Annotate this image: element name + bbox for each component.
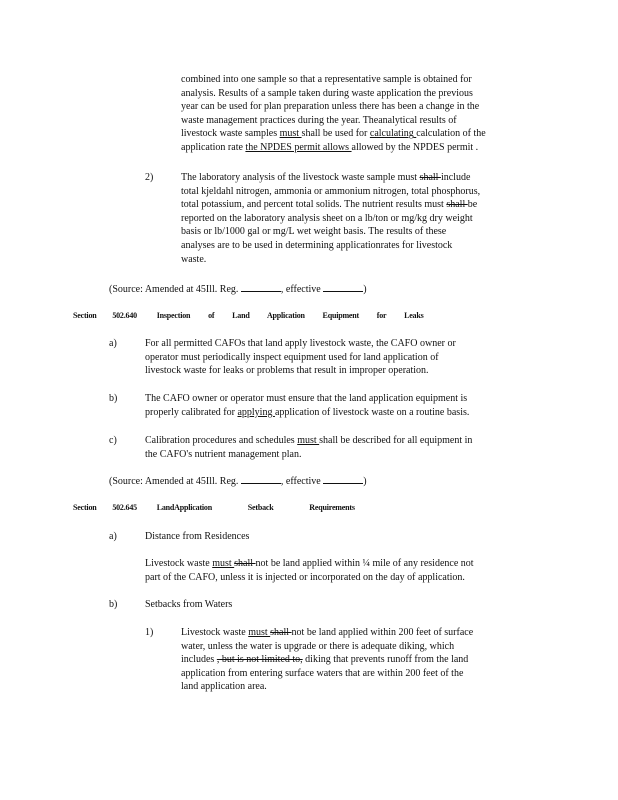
continued-paragraph [181,73,539,155]
item-2-paragraph: The laboratory analysis of the livestock waste sample must shall include total kjeldahl nitrogen, ammonia or ammonium nitrogen, total phosphorus, total potassium, and percent total solids. The nutrient results must shall be reported on the laboratory analysis sheet on a lb/ton or mg/kg dry weight basis or lb/1000 gal or mg/L wet weight basis. The results of these analyses are to be used in determining applicationrates for livestock waste. [181,172,481,265]
section-heading: Section 502.640 Inspection of Land Application Equipment for Leaks [73,311,424,320]
sec640-c-paragraph: Calibration procedures and schedules must shall be described for all equipment in the CAFO's nutrient management plan. [145,435,473,460]
text-line: application rate the NPDES permit allows allowed by the NPDES permit . [181,141,479,153]
deleted-text: shall [234,558,256,569]
inserted-text: must [212,558,235,569]
deleted-text: shall [446,199,468,211]
item-label: a) [109,338,117,349]
item-label: b) [109,599,118,610]
deleted-text: shall [419,172,441,183]
inserted-text: must [248,627,271,638]
subsection-heading: Setbacks from Waters [145,599,233,610]
inserted-text: calculating [369,128,417,140]
text-line: livestock waste samples must shall be used for calculating calculation of the [181,128,486,140]
inserted-text: the NPDES permit allows [245,141,352,153]
source-note: (Source: Amended at 45Ill. Reg. , effective ) [109,284,367,295]
sec640-b-paragraph: The CAFO owner or operator must ensure that the land application equipment is properly calibrated for applying application of livestock waste on a routine basis. [145,393,470,418]
item-label: c) [109,435,117,446]
subsection-heading: Distance from Residences [145,531,250,542]
inserted-text: must [297,435,320,446]
item-label: 1) [145,627,154,638]
sec645-a-paragraph: Livestock waste must shall not be land applied within ¼ mile of any residence not part of the CAFO, unless it is injected or incorporated on the day of application. [145,558,474,583]
sec645-b1-paragraph: Livestock waste must shall not be land applied within 200 feet of surface water, unless the water is upgrade or there is adequate diking, which includes , but is not limited to, diking that prevents runoff from the land application from entering surface waters that are within 200 feet of the land application area. [181,627,474,693]
inserted-text: must [279,128,302,140]
deleted-text: shall [270,627,292,638]
source-note: (Source: Amended at 45Ill. Reg. , effective ) [109,476,367,487]
deleted-text: , but is not limited to, [216,654,303,666]
inserted-text: applying [237,406,275,418]
text-line: year can be used for plan preparation unless there has been a change in the [181,101,480,113]
text-line: analysis. Results of a sample taken during waste application the previous [181,87,473,99]
sec640-a-paragraph: For all permitted CAFOs that land apply livestock waste, the CAFO owner or operator must periodically inspect equipment used for land application of livestock waste for leaks or problems that result in improper operation. [145,338,456,377]
item-label: 2) [145,172,154,183]
item-label: b) [109,393,118,404]
section-heading: Section 502.645 LandApplication Setback Requirements [73,503,355,512]
text-line: combined into one sample so that a representative sample is obtained for [181,74,472,85]
item-label: a) [109,531,117,542]
text-line: waste management practices during the year. Theanalytical results of [181,114,457,126]
